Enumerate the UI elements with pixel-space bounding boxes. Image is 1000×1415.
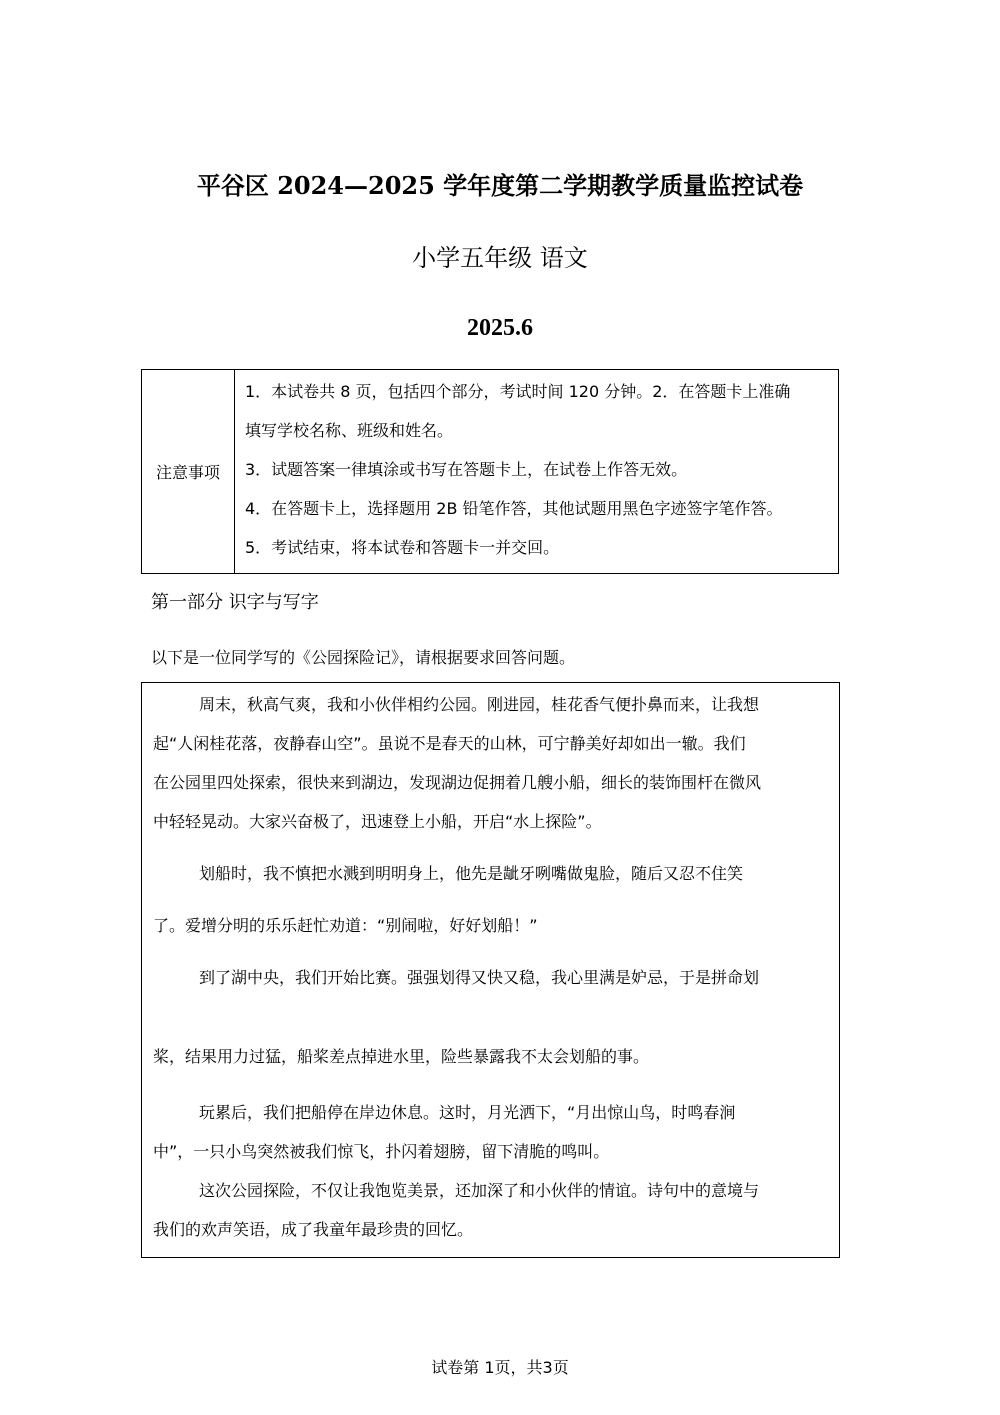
passage-line: 中”，一只小鸟突然被我们惊飞，扑闪着翅膀，留下清脆的鸣叫。: [153, 1142, 610, 1161]
notice-item: 4．在答题卡上，选择题用 2B 铅笔作答，其他试题用黑色字迹签字笔作答。: [245, 499, 783, 518]
passage-line: 在公园里四处探索，很快来到湖边，发现湖边促拥着几艘小船，细长的装饰围杆在微风: [153, 773, 762, 792]
section-heading: 第一部分 识字与写字: [151, 592, 319, 613]
notice-item: 5．考试结束，将本试卷和答题卡一并交回。: [245, 538, 560, 557]
passage-line: 这次公园探险，不仅让我饱览美景，还加深了和小伙伴的情谊。诗句中的意境与: [199, 1181, 760, 1200]
notice-item: 填写学校名称、班级和姓名。: [245, 421, 454, 440]
passage-box: [141, 682, 840, 1258]
passage-line: 了。爱增分明的乐乐赶忙劝道：“别闹啦，好好划船！”: [153, 916, 538, 935]
passage-line: 起“人闲桂花落，夜静春山空”。虽说不是春天的山林，可宁静美好却如出一辙。我们: [153, 734, 746, 753]
notice-items: [245, 372, 835, 567]
passage-line: 玩累后，我们把船停在岸边休息。这时，月光洒下，“月出惊山鸟，时鸣春涧: [199, 1103, 736, 1122]
exam-subtitle: 小学五年级 语文: [412, 244, 588, 272]
exam-title: 平谷区 2024—2025 学年度第二学期教学质量监控试卷: [196, 171, 804, 200]
passage-line: 我们的欢声笑语，成了我童年最珍贵的回忆。: [153, 1220, 474, 1239]
passage-line: 中轻轻晃动。大家兴奋极了，迅速登上小船，开启“水上探险”。: [153, 812, 602, 831]
passage-line: 划船时，我不慎把水溅到明明身上，他先是龇牙咧嘴做鬼脸，随后又忍不住笑: [199, 864, 744, 883]
page-footer: 试卷第 1页，共3页: [431, 1358, 569, 1377]
exam-date: 2025.6: [467, 315, 533, 341]
notice-label: 注意事项: [142, 370, 235, 573]
notice-item: 1．本试卷共 8 页，包括四个部分，考试时间 120 分钟。2．在答题卡上准确: [245, 382, 791, 401]
passage-line: 到了湖中央，我们开始比赛。强强划得又快又稳，我心里满是妒忌，于是拼命划: [199, 968, 760, 987]
passage-line: 周末，秋高气爽，我和小伙伴相约公园。刚进园，桂花香气便扑鼻而来，让我想: [199, 695, 760, 714]
section-intro: 以下是一位同学写的《公园探险记》，请根据要求回答问题。: [151, 648, 576, 667]
passage-line: 桨，结果用力过猛，船桨差点掉进水里，险些暴露我不太会划船的事。: [153, 1047, 650, 1066]
notice-table: [141, 369, 839, 574]
notice-item: 3．试题答案一律填涂或书写在答题卡上，在试卷上作答无效。: [245, 460, 688, 479]
